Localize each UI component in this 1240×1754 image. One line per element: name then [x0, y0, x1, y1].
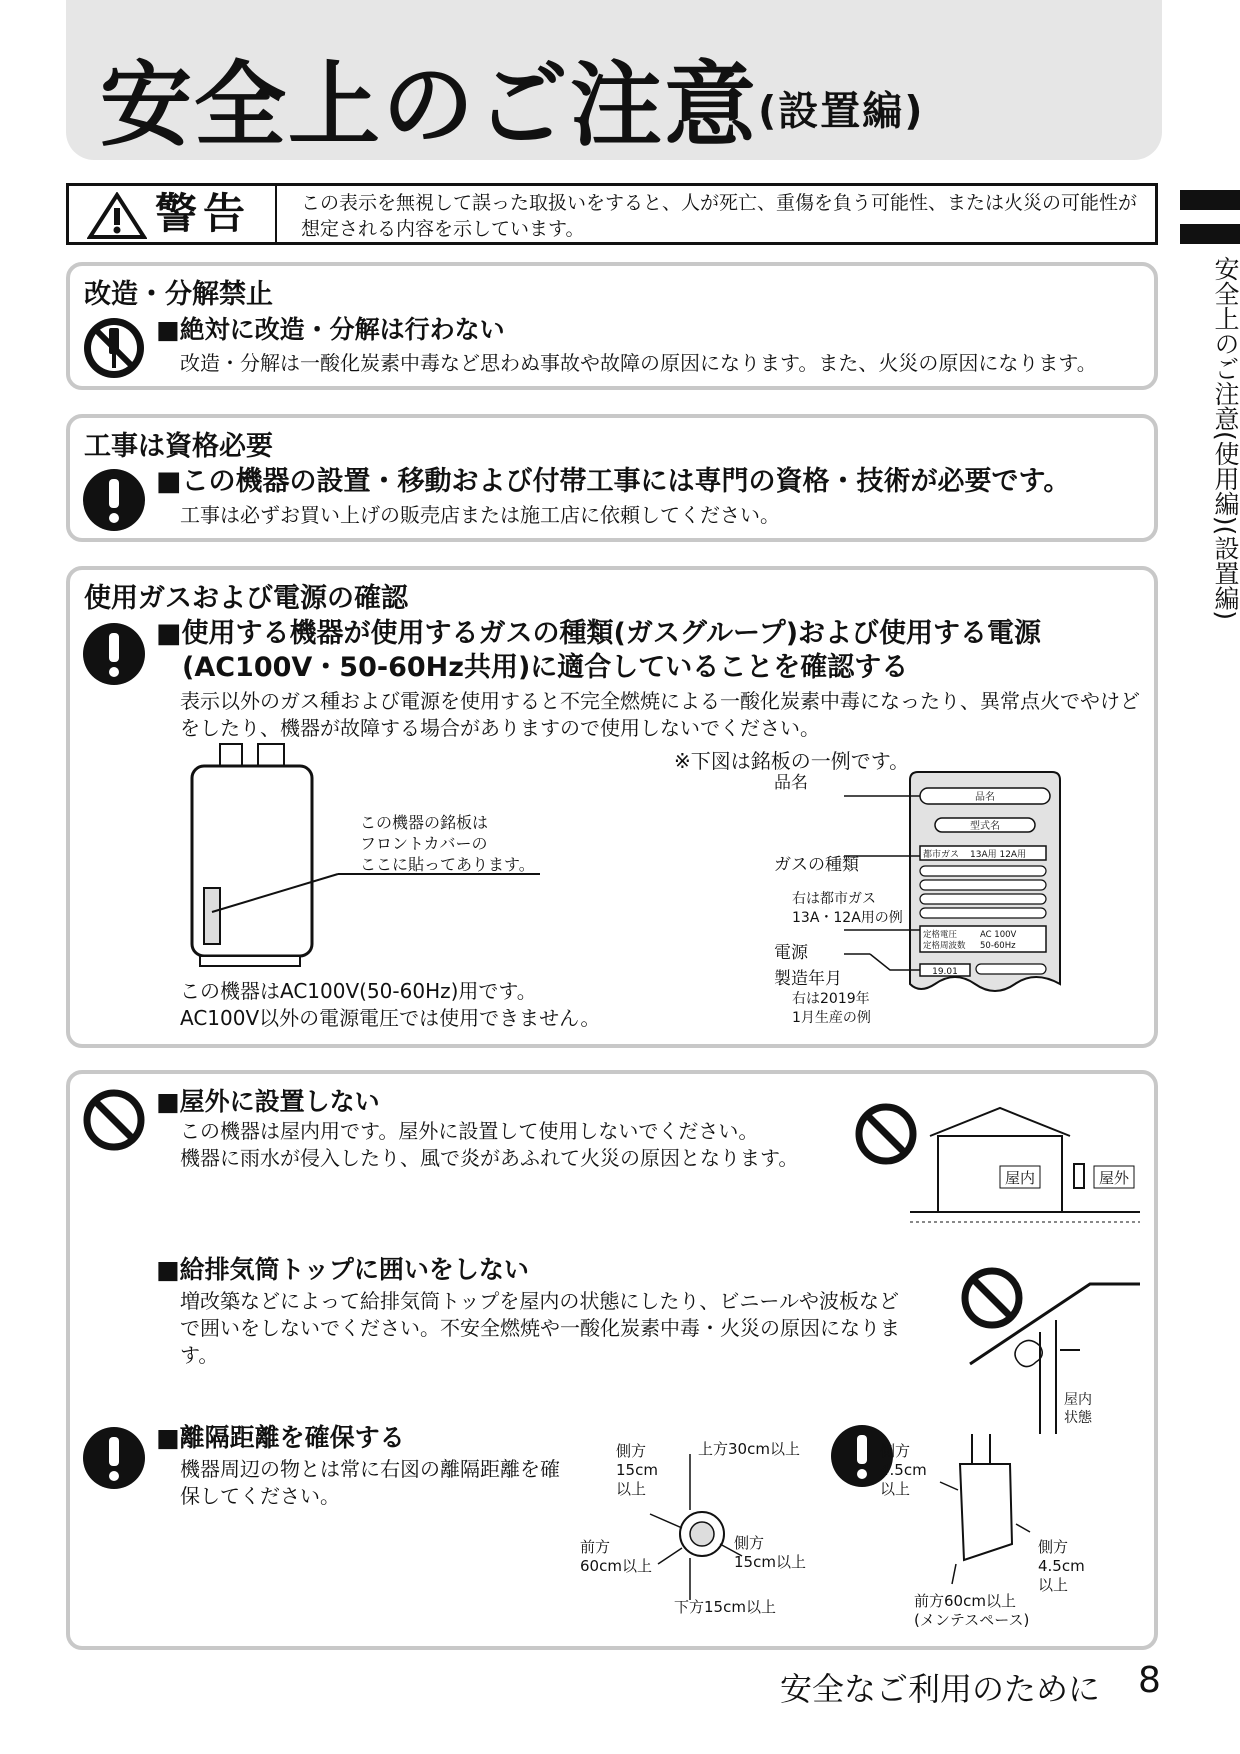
warning-label-box	[69, 186, 277, 242]
clearance-side-right	[734, 1534, 806, 1572]
clearance-text-line: 4.5cm	[880, 1461, 927, 1479]
clearance-text-line: 側方	[616, 1442, 647, 1460]
clearance-text-line: 前方60cm以上	[914, 1592, 1016, 1610]
plate-location-note-line: フロントカバーの	[360, 834, 488, 853]
clearance-text-line: 側方	[880, 1442, 911, 1460]
section-qualification-required	[66, 414, 1158, 542]
clearance-side-left	[616, 1442, 658, 1499]
clearance-bottom: 下方15cm以上	[674, 1598, 776, 1616]
item-text: 増改築などによって給排気筒トップを屋内の状態にしたり、ビニールや波板などで囲いをしないでください。不安全燃焼や一酸化炭素中毒・火災の原因になります。	[180, 1289, 900, 1367]
item-title: ■絶対に改造・分解は行わない	[156, 315, 505, 344]
item-title: ■使用する機器が使用するガスの種類(ガスグループ)および使用する電源	[156, 618, 1042, 649]
indoor-label: 屋内	[1004, 1169, 1036, 1187]
item-title: ■給排気筒トップに囲いをしない	[156, 1255, 529, 1284]
clearance-text-line: 以上	[1038, 1576, 1069, 1594]
clearance-text-line: (メンテスペース)	[914, 1611, 1030, 1629]
item-text: 表示以外のガス種および電源を使用すると不完全燃焼による一酸化炭素中毒になったり、異常点火でやけどをしたり、機器が故障する場合がありますので使用しないでください。	[180, 689, 1140, 740]
flue-state-label: 状態	[1064, 1410, 1092, 1426]
section-title: 工事は資格必要	[84, 431, 273, 462]
plate-example-line: 右は都市ガス	[792, 891, 876, 907]
clearance-front	[580, 1538, 652, 1576]
page-number: 8	[1138, 1660, 1161, 1701]
clearance-diagram-front	[830, 1424, 1150, 1614]
page-title: 安全上のご注意(設置編)	[100, 52, 925, 159]
plate-label-gas-example	[792, 890, 903, 928]
warning-triangle-icon	[87, 192, 147, 240]
plate-gas-value: 13A用 12A用	[970, 850, 1027, 860]
plate-label-date: 製造年月	[774, 969, 842, 989]
clearance-text-line: 15cm	[616, 1461, 658, 1479]
plate-voltage-label: 定格電圧	[923, 930, 958, 940]
item-text-line: 機器に雨水が侵入したり、風で炎があふれて火災の原因となります。	[180, 1146, 799, 1170]
clearance2-front	[914, 1592, 1029, 1630]
side-chapter-label: 安全上のご注意(使用編)(設置編)	[1211, 256, 1240, 621]
plate-freq-value: 50-60Hz	[980, 941, 1016, 951]
prohibited-icon	[82, 1088, 146, 1152]
item-text-line: この機器は屋内用です。屋外に設置して使用しないでください。	[180, 1119, 759, 1143]
plate-freq-label: 定格周波数	[923, 941, 966, 951]
outdoor-label: 屋外	[1098, 1169, 1130, 1187]
clearance-text-line: 前方	[580, 1538, 611, 1556]
item-text: 機器周辺の物とは常に右図の離隔距離を確保してください。	[180, 1457, 560, 1508]
plate-example-line: 1月生産の例	[792, 1010, 871, 1026]
warning-word: 警告	[155, 189, 252, 238]
clearance-text-line: 側方	[1038, 1538, 1069, 1556]
no-disassembly-icon	[82, 316, 146, 380]
warning-legend	[66, 183, 1158, 245]
plate-note: ※下図は銘板の一例です。	[674, 749, 910, 773]
plate-location-note	[360, 812, 535, 875]
section-no-modification	[66, 262, 1158, 390]
plate-voltage-value: AC 100V	[980, 930, 1017, 940]
plate-gas-field: 都市ガス	[923, 850, 960, 860]
plate-model-field: 型式名	[970, 821, 1000, 832]
side-tab-bar	[1180, 224, 1240, 244]
plate-date-value: 19.01	[932, 967, 958, 977]
flue-indoor-label: 屋内	[1064, 1392, 1092, 1408]
footer-text: 安全なご利用のために	[780, 1670, 1101, 1708]
item-text	[180, 1118, 798, 1172]
section-gas-power-check	[66, 566, 1158, 1048]
item-title-cont: (AC100V・50-60Hz共用)に適合していることを確認する	[182, 652, 909, 683]
item-title: ■この機器の設置・移動および付帯工事には専門の資格・技術が必要です。	[156, 466, 1071, 497]
clearance-text-line: 以上	[880, 1480, 911, 1498]
item-text: 工事は必ずお買い上げの販売店または施工店に依頼してください。	[180, 503, 780, 527]
clearance2-side-right	[1038, 1538, 1085, 1595]
power-note-line: この機器はAC100V(50-60Hz)用です。	[180, 979, 537, 1003]
plate-label-power: 電源	[774, 943, 808, 963]
plate-example-line: 13A・12A用の例	[792, 910, 903, 926]
clearance-text-line: 15cm以上	[734, 1553, 806, 1571]
outdoor-house-illustration	[850, 1088, 1150, 1248]
item-title: ■屋外に設置しない	[156, 1087, 380, 1116]
section-title: 改造・分解禁止	[84, 279, 273, 310]
item-title: ■離隔距離を確保する	[156, 1423, 405, 1452]
clearance-text-line: 4.5cm	[1038, 1557, 1085, 1575]
side-tab-bar	[1180, 190, 1240, 210]
clearance2-side-left	[880, 1442, 927, 1499]
clearance-top: 上方30cm以上	[698, 1440, 800, 1458]
plate-example-line: 右は2019年	[792, 991, 870, 1007]
flue-enclosure-illustration	[960, 1254, 1150, 1444]
mandatory-exclamation-icon	[82, 468, 146, 532]
plate-location-note-line: ここに貼ってあります。	[360, 855, 535, 874]
plate-location-note-line: この機器の銘板は	[360, 813, 489, 832]
section-installation-rules	[66, 1070, 1158, 1650]
item-text: 改造・分解は一酸化炭素中毒など思わぬ事故や故障の原因になります。また、火災の原因になります。	[180, 351, 1097, 375]
clearance-text-line: 以上	[616, 1480, 647, 1498]
mandatory-exclamation-icon	[82, 622, 146, 686]
plate-name-field: 品名	[975, 792, 995, 803]
page-subtitle: (設置編)	[758, 88, 925, 135]
mandatory-exclamation-icon	[82, 1426, 146, 1490]
plate-label-name: 品名	[774, 773, 808, 793]
plate-label-date-example	[792, 990, 871, 1028]
section-title: 使用ガスおよび電源の確認	[84, 583, 408, 614]
power-note-line: AC100V以外の電源電圧では使用できません。	[180, 1006, 601, 1030]
clearance-text-line: 側方	[734, 1534, 765, 1552]
power-note	[180, 978, 600, 1032]
clearance-text-line: 60cm以上	[580, 1557, 652, 1575]
plate-label-gas: ガスの種類	[774, 855, 859, 875]
warning-description: この表示を無視して誤った取扱いをすると、人が死亡、重傷を負う可能性、または火災の可能性が想定される内容を示しています。	[301, 192, 1138, 240]
